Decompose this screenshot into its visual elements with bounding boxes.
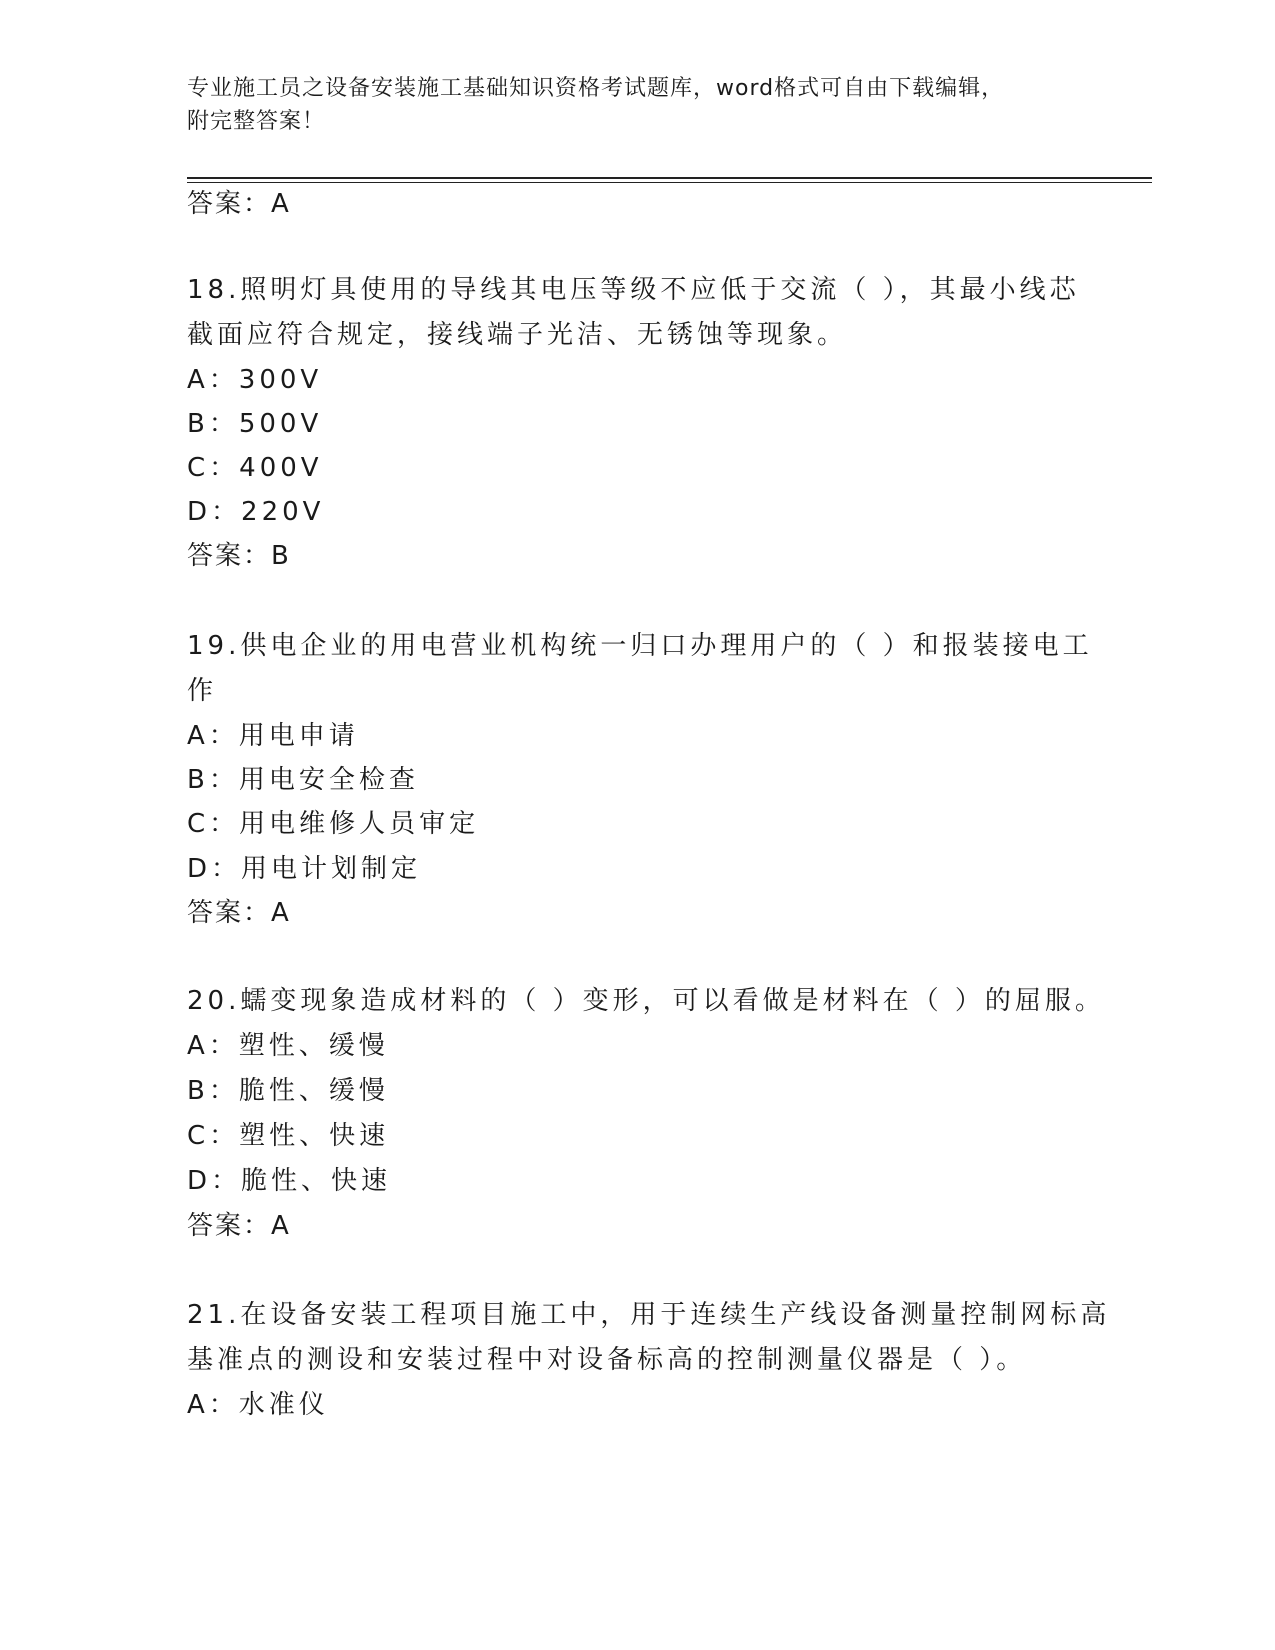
question-20-option-c: C：塑性、快速 xyxy=(187,1121,390,1151)
header-line-1: 专业施工员之设备安装施工基础知识资格考试题库，word格式可自由下载编辑， xyxy=(187,76,1005,101)
question-21-stem-line-2: 基准点的测设和安装过程中对设备标高的控制测量仪器是（ ）。 xyxy=(187,1345,1027,1375)
question-20-option-d: D：脆性、快速 xyxy=(187,1166,392,1196)
header-line-2: 附完整答案！ xyxy=(187,109,326,134)
question-20-option-b: B：脆性、缓慢 xyxy=(187,1076,389,1106)
question-19-stem-line-2: 作 xyxy=(187,676,218,706)
header-rule-thin xyxy=(187,182,1152,183)
question-19-answer: 答案：A xyxy=(187,898,291,928)
question-19-option-a: A：用电申请 xyxy=(187,721,359,751)
question-18-stem-line-1: 18.照明灯具使用的导线其电压等级不应低于交流（ ），其最小线芯 xyxy=(187,275,1080,305)
question-18-option-d: D：220V xyxy=(187,497,325,527)
question-21-option-a: A：水准仪 xyxy=(187,1390,329,1420)
header-rule-thick xyxy=(187,177,1152,179)
question-19-option-b: B：用电安全检查 xyxy=(187,765,419,795)
question-18-option-c: C：400V xyxy=(187,453,323,483)
question-18-answer: 答案：B xyxy=(187,541,291,571)
question-20-option-a: A：塑性、缓慢 xyxy=(187,1031,389,1061)
question-18-stem-line-2: 截面应符合规定，接线端子光洁、无锈蚀等现象。 xyxy=(187,320,848,350)
question-18-option-a: A：300V xyxy=(187,365,323,395)
question-21-stem-line-1: 21.在设备安装工程项目施工中，用于连续生产线设备测量控制网标高 xyxy=(187,1300,1111,1330)
answer-line: 答案：A xyxy=(187,189,291,219)
question-20-stem-line-1: 20.蠕变现象造成材料的（ ）变形，可以看做是材料在（ ）的屈服。 xyxy=(187,986,1105,1016)
document-header xyxy=(187,72,1087,138)
question-20-answer: 答案：A xyxy=(187,1211,291,1241)
question-19-stem-line-1: 19.供电企业的用电营业机构统一归口办理用户的（ ）和报装接电工 xyxy=(187,631,1093,661)
question-19-option-d: D：用电计划制定 xyxy=(187,854,422,884)
question-19-option-c: C：用电维修人员审定 xyxy=(187,809,480,839)
question-18-option-b: B：500V xyxy=(187,409,323,439)
